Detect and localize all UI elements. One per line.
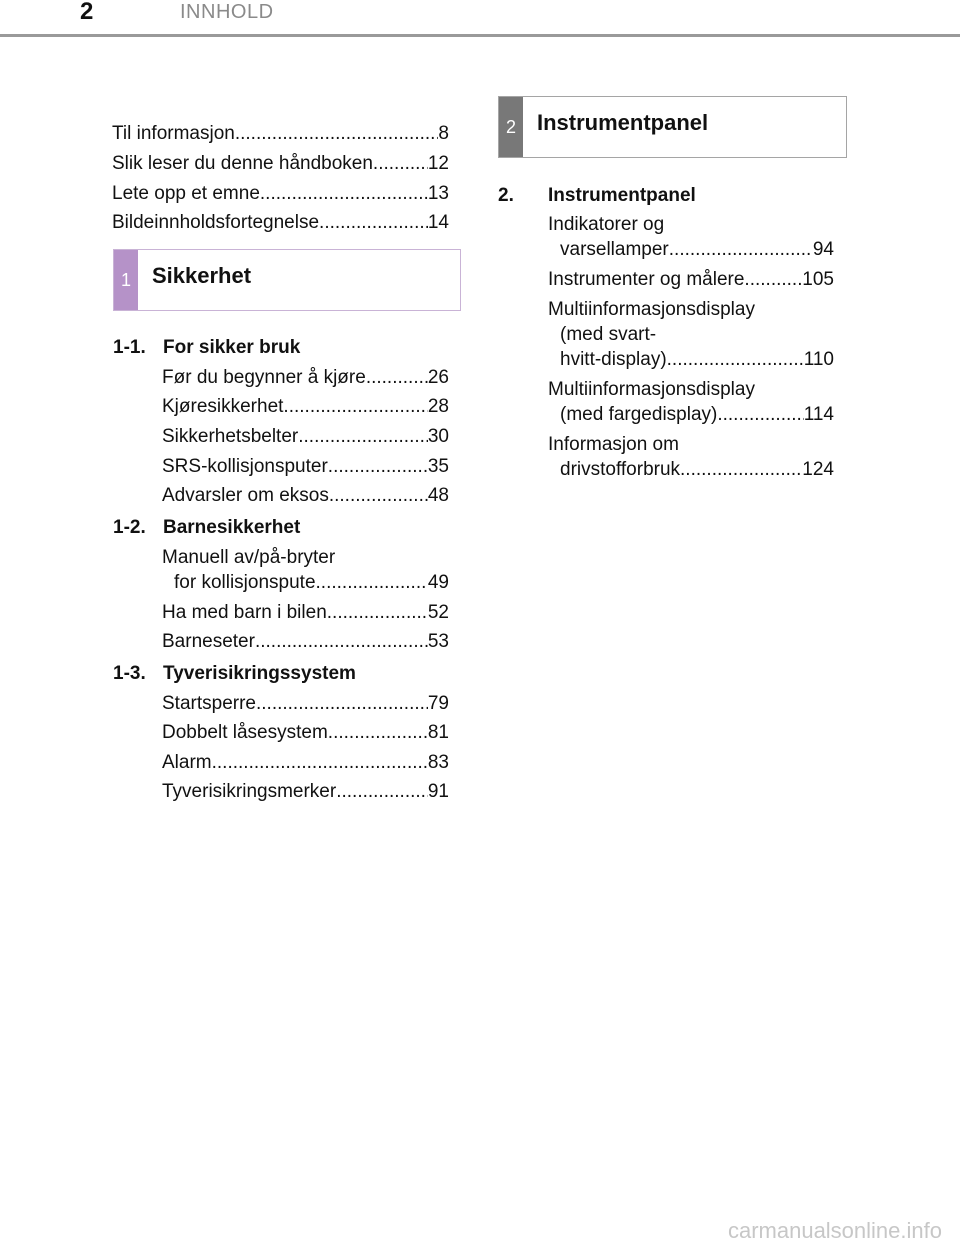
toc-entry[interactable] [560, 237, 834, 262]
toc-entry-title-line[interactable]: Multiinformasjonsdisplay [548, 299, 755, 320]
section-title: Barnesikkerhet [163, 517, 301, 538]
section-title: INNHOLD [180, 1, 274, 23]
toc-entry-title: Ha med barn i bilen [162, 602, 327, 623]
toc-entry-page: 110 [803, 349, 834, 370]
toc-entry[interactable] [560, 402, 834, 427]
toc-leader-dots [256, 691, 428, 716]
chapter-number: 1 [114, 250, 138, 310]
toc-entry-title: Tyverisikringsmerker [162, 781, 337, 802]
toc-entry-page: 48 [427, 485, 449, 506]
section-heading[interactable] [113, 661, 356, 686]
header-divider [0, 34, 960, 37]
toc-entry-title-line[interactable]: Informasjon om [548, 434, 679, 455]
toc-entry-page: 105 [802, 269, 834, 290]
toc-entry-page: 52 [427, 602, 449, 623]
toc-entry-page: 94 [812, 239, 834, 260]
toc-entry[interactable] [112, 181, 449, 206]
chapter-title: Sikkerhet [152, 263, 252, 288]
toc-entry[interactable] [162, 691, 449, 716]
chapter-number: 2 [499, 97, 523, 157]
toc-entry[interactable] [162, 629, 449, 654]
toc-entry-title: Dobbelt låsesystem [162, 722, 328, 743]
toc-leader-dots [744, 267, 802, 292]
toc-entry[interactable] [162, 424, 449, 449]
toc-entry-title: Lete opp et emne [112, 183, 260, 204]
toc-entry-page: 8 [438, 123, 449, 144]
page-header [0, 0, 960, 38]
toc-entry[interactable] [162, 365, 449, 390]
watermark-text: carmanualsonline.info [727, 1218, 942, 1243]
toc-entry-title: Bildeinnholdsfortegnelse [112, 212, 320, 233]
toc-leader-dots [680, 457, 802, 482]
toc-entry-page: 91 [427, 781, 449, 802]
toc-entry-page: 28 [427, 396, 449, 417]
page-number: 2 [80, 0, 94, 25]
toc-entry-title: Alarm [162, 752, 212, 773]
chapter-title: Instrumentpanel [537, 110, 709, 135]
section-title: Instrumentpanel [548, 185, 696, 206]
toc-leader-dots [373, 151, 428, 176]
section-number: 1-1. [113, 337, 146, 358]
toc-entry[interactable] [112, 210, 449, 235]
section-number: 2. [498, 185, 514, 206]
toc-entry[interactable] [560, 347, 834, 372]
section-heading[interactable] [113, 515, 300, 540]
section-title: For sikker bruk [163, 337, 301, 358]
toc-entry-page: 49 [427, 572, 449, 593]
toc-leader-dots [669, 237, 813, 262]
toc-entry-title: drivstofforbruk [560, 459, 681, 480]
toc-leader-dots [667, 347, 804, 372]
toc-leader-dots [329, 483, 428, 508]
chapter-tab-sikkerhet[interactable] [113, 249, 461, 311]
toc-entry-title-line[interactable]: Manuell av/på-bryter [162, 547, 336, 568]
toc-entry-title: Før du begynner å kjøre [162, 367, 366, 388]
toc-leader-dots [235, 121, 439, 146]
toc-entry-page: 12 [427, 153, 449, 174]
toc-entry-page: 14 [427, 212, 449, 233]
toc-entry-page: 124 [802, 459, 834, 480]
toc-entry[interactable] [162, 750, 449, 775]
toc-entry[interactable] [112, 151, 449, 176]
toc-entry-title: Instrumenter og målere [548, 269, 745, 290]
toc-entry-title: hvitt-display) [560, 349, 667, 370]
toc-leader-dots [298, 424, 428, 449]
toc-entry-title: Startsperre [162, 693, 256, 714]
toc-entry-page: 35 [427, 456, 449, 477]
chapter-tab-instrumentpanel[interactable] [498, 96, 847, 158]
toc-leader-dots [316, 570, 428, 595]
toc-leader-dots [366, 365, 428, 390]
toc-entry-title: Kjøresikkerhet [162, 396, 284, 417]
toc-entry-page: 53 [427, 631, 449, 652]
toc-entry-title-line[interactable]: Multiinformasjonsdisplay [548, 379, 755, 400]
toc-entry[interactable] [162, 779, 449, 804]
toc-entry-page: 26 [427, 367, 449, 388]
toc-leader-dots [717, 402, 803, 427]
toc-leader-dots [212, 750, 428, 775]
section-number: 1-3. [113, 663, 146, 684]
toc-leader-dots [260, 181, 428, 206]
toc-entry[interactable] [112, 121, 449, 146]
toc-entry-title: Advarsler om eksos [162, 485, 329, 506]
toc-entry-title: varsellamper [560, 239, 669, 260]
toc-entry[interactable] [162, 720, 449, 745]
toc-entry-title: (med fargedisplay) [560, 404, 718, 425]
toc-leader-dots [319, 210, 428, 235]
toc-leader-dots [255, 629, 428, 654]
toc-leader-dots [327, 600, 428, 625]
toc-entry[interactable] [548, 267, 834, 292]
section-heading[interactable] [113, 335, 300, 360]
toc-leader-dots [283, 394, 427, 419]
toc-entry-title: SRS-kollisjonsputer [162, 456, 328, 477]
toc-leader-dots [328, 720, 428, 745]
toc-entry-page: 30 [427, 426, 449, 447]
toc-entry-title: Til informasjon [112, 123, 235, 144]
toc-entry[interactable] [174, 570, 449, 595]
toc-entry-title: for kollisjonspute [174, 572, 316, 593]
toc-entry-page: 83 [427, 752, 449, 773]
toc-entry[interactable] [560, 457, 834, 482]
toc-entry[interactable] [162, 394, 449, 419]
toc-entry[interactable] [162, 454, 449, 479]
toc-entry-title: Sikkerhetsbelter [162, 426, 299, 447]
toc-entry-page: 114 [803, 404, 834, 425]
toc-leader-dots [336, 779, 428, 804]
toc-entry-title-line[interactable]: (med svart- [560, 324, 657, 345]
toc-entry[interactable] [162, 600, 449, 625]
toc-entry-page: 81 [427, 722, 449, 743]
toc-entry-title: Slik leser du denne håndboken [112, 153, 373, 174]
section-number: 1-2. [113, 517, 146, 538]
toc-entry-title: Barneseter [162, 631, 255, 652]
toc-entry-page: 79 [427, 693, 449, 714]
section-title: Tyverisikringssystem [163, 663, 356, 684]
toc-entry[interactable] [162, 483, 449, 508]
section-heading[interactable] [498, 183, 696, 208]
toc-entry-page: 13 [427, 183, 449, 204]
toc-entry-title-line[interactable]: Indikatorer og [548, 214, 665, 235]
toc-leader-dots [328, 454, 428, 479]
